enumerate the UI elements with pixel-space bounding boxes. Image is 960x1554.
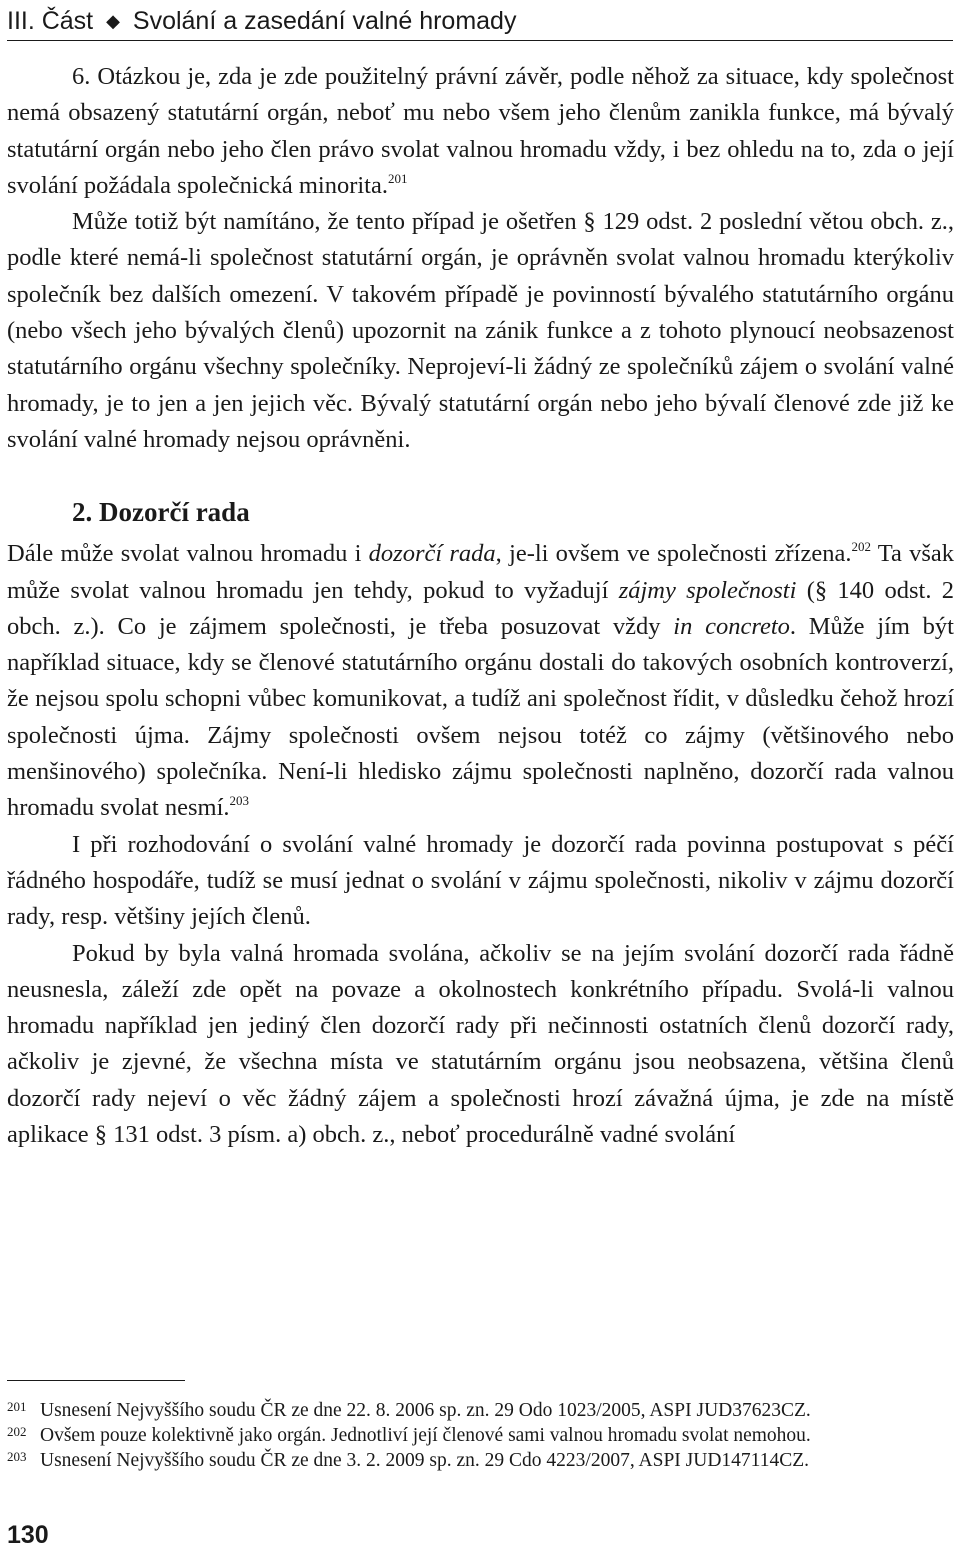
footnote-ref-202[interactable]: 202	[851, 539, 871, 555]
paragraph-8: I při rozhodování o svolání valné hromady je dozorčí rada povinna postupovat s péčí řádného hospodáře, tudíž se musí jednat o svolání v zájmu společnosti, nikoliv v zájmu dozorčí rady, resp. většiny jejích členů.	[7, 830, 954, 931]
footnote-number: 202	[7, 1424, 27, 1439]
footnote-text: Ovšem pouze kolektivně jako orgán. Jednotliví její členové sami valnou hromadu svolat nemohou.	[40, 1425, 811, 1446]
header-part: III. Část	[7, 7, 94, 35]
paragraph-7-text-3: Ta však může svolat valnou hromadu jen tehdy, pokud to vyžadují	[7, 540, 954, 604]
paragraph-6b: Může totiž být namítáno, že tento případ je ošetřen § 129 odst. 2 poslední větou obch. z., podle které nemá-li společnost statutární orgán, je oprávněn svolat valnou hromadu kterýkoliv společník bez dalších omezení. V takovém případě je povinností bývalého statutárního orgánu (nebo všech jeho bývalých členů) upozornit na zánik funkce a z tohoto plynoucí neobsazenost statutárního orgánu všechny společníky. Neprojeví-li žádný ze společníků zájem o svolání valné hromady, je to jen a jen jejich věc. Bývalý statutární orgán nebo jeho bývalí členové zde již ke svolání valné hromady nejsou oprávněni.	[7, 208, 954, 453]
running-header	[7, 4, 953, 41]
paragraph-7-text-2: , je-li ovšem ve společnosti zřízena.	[495, 540, 852, 568]
emphasis-dozorci-rada: dozorčí rada	[368, 540, 496, 568]
footnotes	[7, 1398, 954, 1473]
footnote-201	[7, 1398, 954, 1423]
paragraph-7-text-1: Dále může svolat valnou hromadu i	[7, 540, 369, 568]
paragraph-7	[7, 536, 954, 826]
section-heading: 2. Dozorčí rada	[72, 497, 250, 528]
footnote-203	[7, 1448, 954, 1473]
emphasis-in-concreto: in concreto	[673, 612, 790, 640]
footnote-ref-201[interactable]: 201	[387, 170, 408, 186]
diamond-icon: ◆	[106, 11, 120, 31]
paragraph-7-text-5: . Může jím být například situace, kdy se členové statutárního orgánu dostali do takových osobních kontroverzí, že nejsou spolu schopni vůbec komunikovat, a tudíž ani společnost řídit, v důsledku čehož hrozí společnosti újma. Zájmy společnosti ovšem nejsou totéž co zájmy (většinového nebo menšinového) společníka. Není-li hledisko zájmu společnosti naplněno, dozorčí rada valnou hromadu svolat nesmí.	[7, 612, 954, 822]
header-title: Svolání a zasedání valné hromady	[132, 7, 517, 35]
paragraph-7-text-4: (§ 140 odst. 2 obch. z.). Co je zájmem společnosti, je třeba posuzovat vždy	[7, 576, 955, 640]
footnote-text: Usnesení Nejvyššího soudu ČR ze dne 22. 8. 2006 sp. zn. 29 Odo 1023/2005, ASPI JUD37623CZ.	[40, 1400, 811, 1421]
footnote-202	[7, 1423, 954, 1448]
footnote-number: 203	[7, 1449, 27, 1464]
emphasis-zajmy-spolecnosti: zájmy společnosti	[618, 576, 797, 604]
page-number: 130	[7, 1521, 49, 1549]
footnote-number: 201	[7, 1399, 27, 1414]
footnote-text: Usnesení Nejvyššího soudu ČR ze dne 3. 2. 2009 sp. zn. 29 Cdo 4223/2007, ASPI JUD147114CZ.	[40, 1450, 809, 1471]
paragraph-6a	[7, 59, 954, 204]
footnote-divider	[7, 1380, 185, 1381]
paragraph-6a-text: 6. Otázkou je, zda je zde použitelný právní závěr, podle něhož za situace, kdy společnost nemá obsazený statutární orgán, neboť mu nebo všem jeho členům zanikla funkce, má bývalý statutární orgán nebo jeho člen právo svolat valnou hromadu vždy, i bez ohledu na to, zda o její svolání požádala společnická minorita.	[7, 63, 954, 199]
paragraph-9: Pokud by byla valná hromada svolána, ačkoliv se na jejím svolání dozorčí rada řádně neusnesla, záleží zde opět na povaze a okolnostech konkrétního případu. Svolá-li valnou hromadu například jen jediný člen dozorčí rady při nečinnosti ostatních členů dozorčí rady, ačkoliv je zjevné, že všechna místa ve statutárním orgánu jsou neobsazena, většina členů dozorčí rady nejeví o věc žádný zájem a společnosti hrozí závažná újma, je zde na místě aplikace § 131 odst. 3 písm. a) obch. z., neboť procedurálně vadné svolání	[7, 939, 954, 1149]
footnote-ref-203[interactable]: 203	[229, 793, 250, 809]
main-text	[7, 59, 954, 1153]
